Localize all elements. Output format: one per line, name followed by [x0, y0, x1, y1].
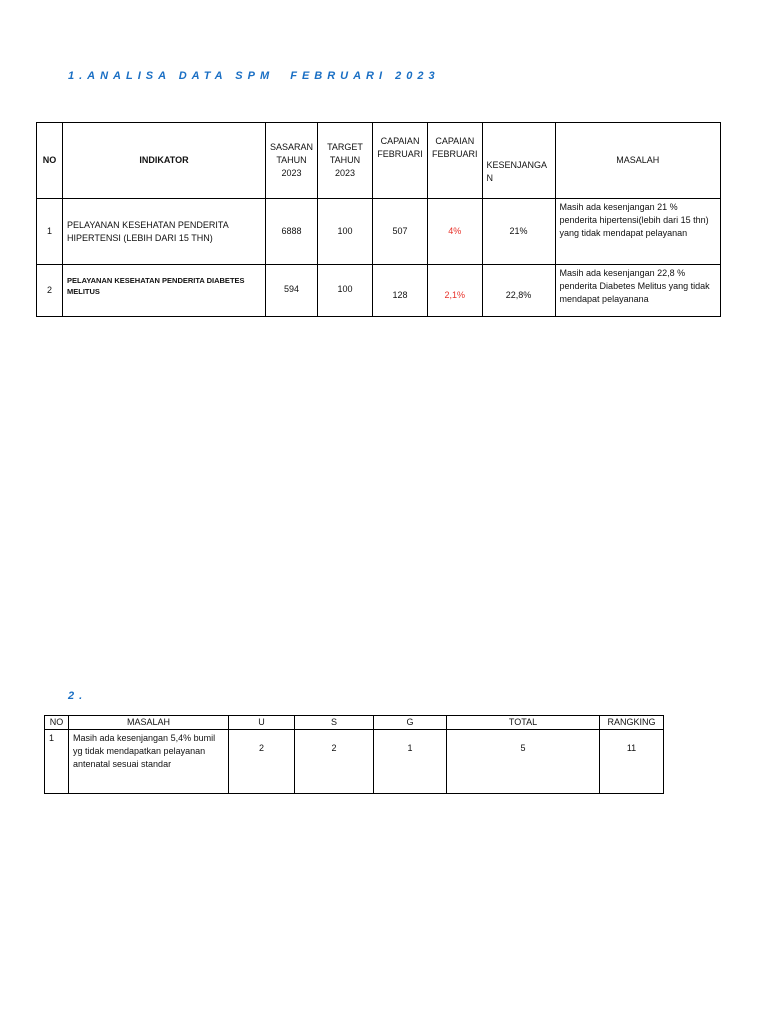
usg-priority-table	[44, 715, 664, 794]
header-sasaran-line2: TAHUN	[276, 155, 307, 165]
cell-capaian: 507	[373, 199, 428, 265]
cell-s: 2	[295, 730, 374, 794]
cell-g: 1	[374, 730, 447, 794]
cell-kesenjangan: 21%	[482, 199, 555, 265]
header-no: NO	[37, 123, 63, 199]
header-capaian-1-line1: CAPAIAN	[380, 136, 420, 146]
header-rangking: RANGKING	[600, 716, 664, 730]
cell-sasaran: 6888	[266, 199, 318, 265]
cell-rangking: 11	[600, 730, 664, 794]
cell-masalah: Masih ada kesenjangan 22,8 % penderita Diabetes Melitus yang tidak mendapat pelayanana	[555, 265, 720, 317]
header-capaian-1	[373, 123, 428, 199]
table-header-row	[45, 716, 664, 730]
header-s: S	[295, 716, 374, 730]
table-row	[37, 199, 721, 265]
header-no: NO	[45, 716, 69, 730]
header-capaian-2	[428, 123, 483, 199]
header-target-line1: TARGET	[327, 142, 363, 152]
table-row	[37, 265, 721, 317]
section-heading-2: 2.	[68, 690, 88, 702]
cell-indikator: PELAYANAN KESEHATAN PENDERITA HIPERTENSI (LEBIH DARI 15 THN)	[63, 199, 266, 265]
cell-target: 100	[318, 265, 373, 317]
header-u: U	[229, 716, 295, 730]
cell-capaian-pct: 2,1%	[428, 265, 483, 317]
table-header-row	[37, 123, 721, 199]
header-total: TOTAL	[447, 716, 600, 730]
header-target-line3: 2023	[335, 168, 356, 178]
header-g: G	[374, 716, 447, 730]
cell-capaian: 128	[373, 265, 428, 317]
header-indikator: INDIKATOR	[63, 123, 266, 199]
header-masalah: MASALAH	[69, 716, 229, 730]
table-row	[45, 730, 664, 794]
header-capaian-2-line1: CAPAIAN	[435, 136, 475, 146]
cell-no: 1	[45, 730, 69, 794]
section-heading-analisa: 1.ANALISA DATA SPM FEBRUARI 2023	[68, 70, 440, 82]
header-masalah: MASALAH	[555, 123, 720, 199]
header-kesenjangan	[482, 123, 555, 199]
header-capaian-2-line2: FEBRUARI	[432, 149, 478, 159]
cell-masalah: Masih ada kesenjangan 5,4% bumil yg tidak mendapatkan pelayanan antenatal sesuai standar	[69, 730, 229, 794]
cell-kesenjangan: 22,8%	[482, 265, 555, 317]
cell-u: 2	[229, 730, 295, 794]
cell-no: 1	[37, 199, 63, 265]
cell-target: 100	[318, 199, 373, 265]
header-capaian-1-line2: FEBRUARI	[377, 149, 423, 159]
cell-no: 2	[37, 265, 63, 317]
header-kesenjangan-line2: N	[486, 172, 494, 183]
header-sasaran-line1: SASARAN	[270, 142, 314, 152]
header-kesenjangan-line1: KESENJANGA	[486, 159, 548, 170]
header-target	[318, 123, 373, 199]
cell-total: 5	[447, 730, 600, 794]
cell-indikator: PELAYANAN KESEHATAN PENDERITA DIABETES MELITUS	[63, 265, 266, 317]
cell-capaian-pct: 4%	[428, 199, 483, 265]
header-sasaran-line3: 2023	[281, 168, 302, 178]
header-sasaran	[266, 123, 318, 199]
cell-sasaran: 594	[266, 265, 318, 317]
header-target-line2: TAHUN	[329, 155, 361, 165]
cell-masalah: Masih ada kesenjangan 21 % penderita hipertensi(lebih dari 15 thn) yang tidak mendapat pelayanan	[555, 199, 720, 265]
spm-analysis-table	[36, 122, 721, 317]
